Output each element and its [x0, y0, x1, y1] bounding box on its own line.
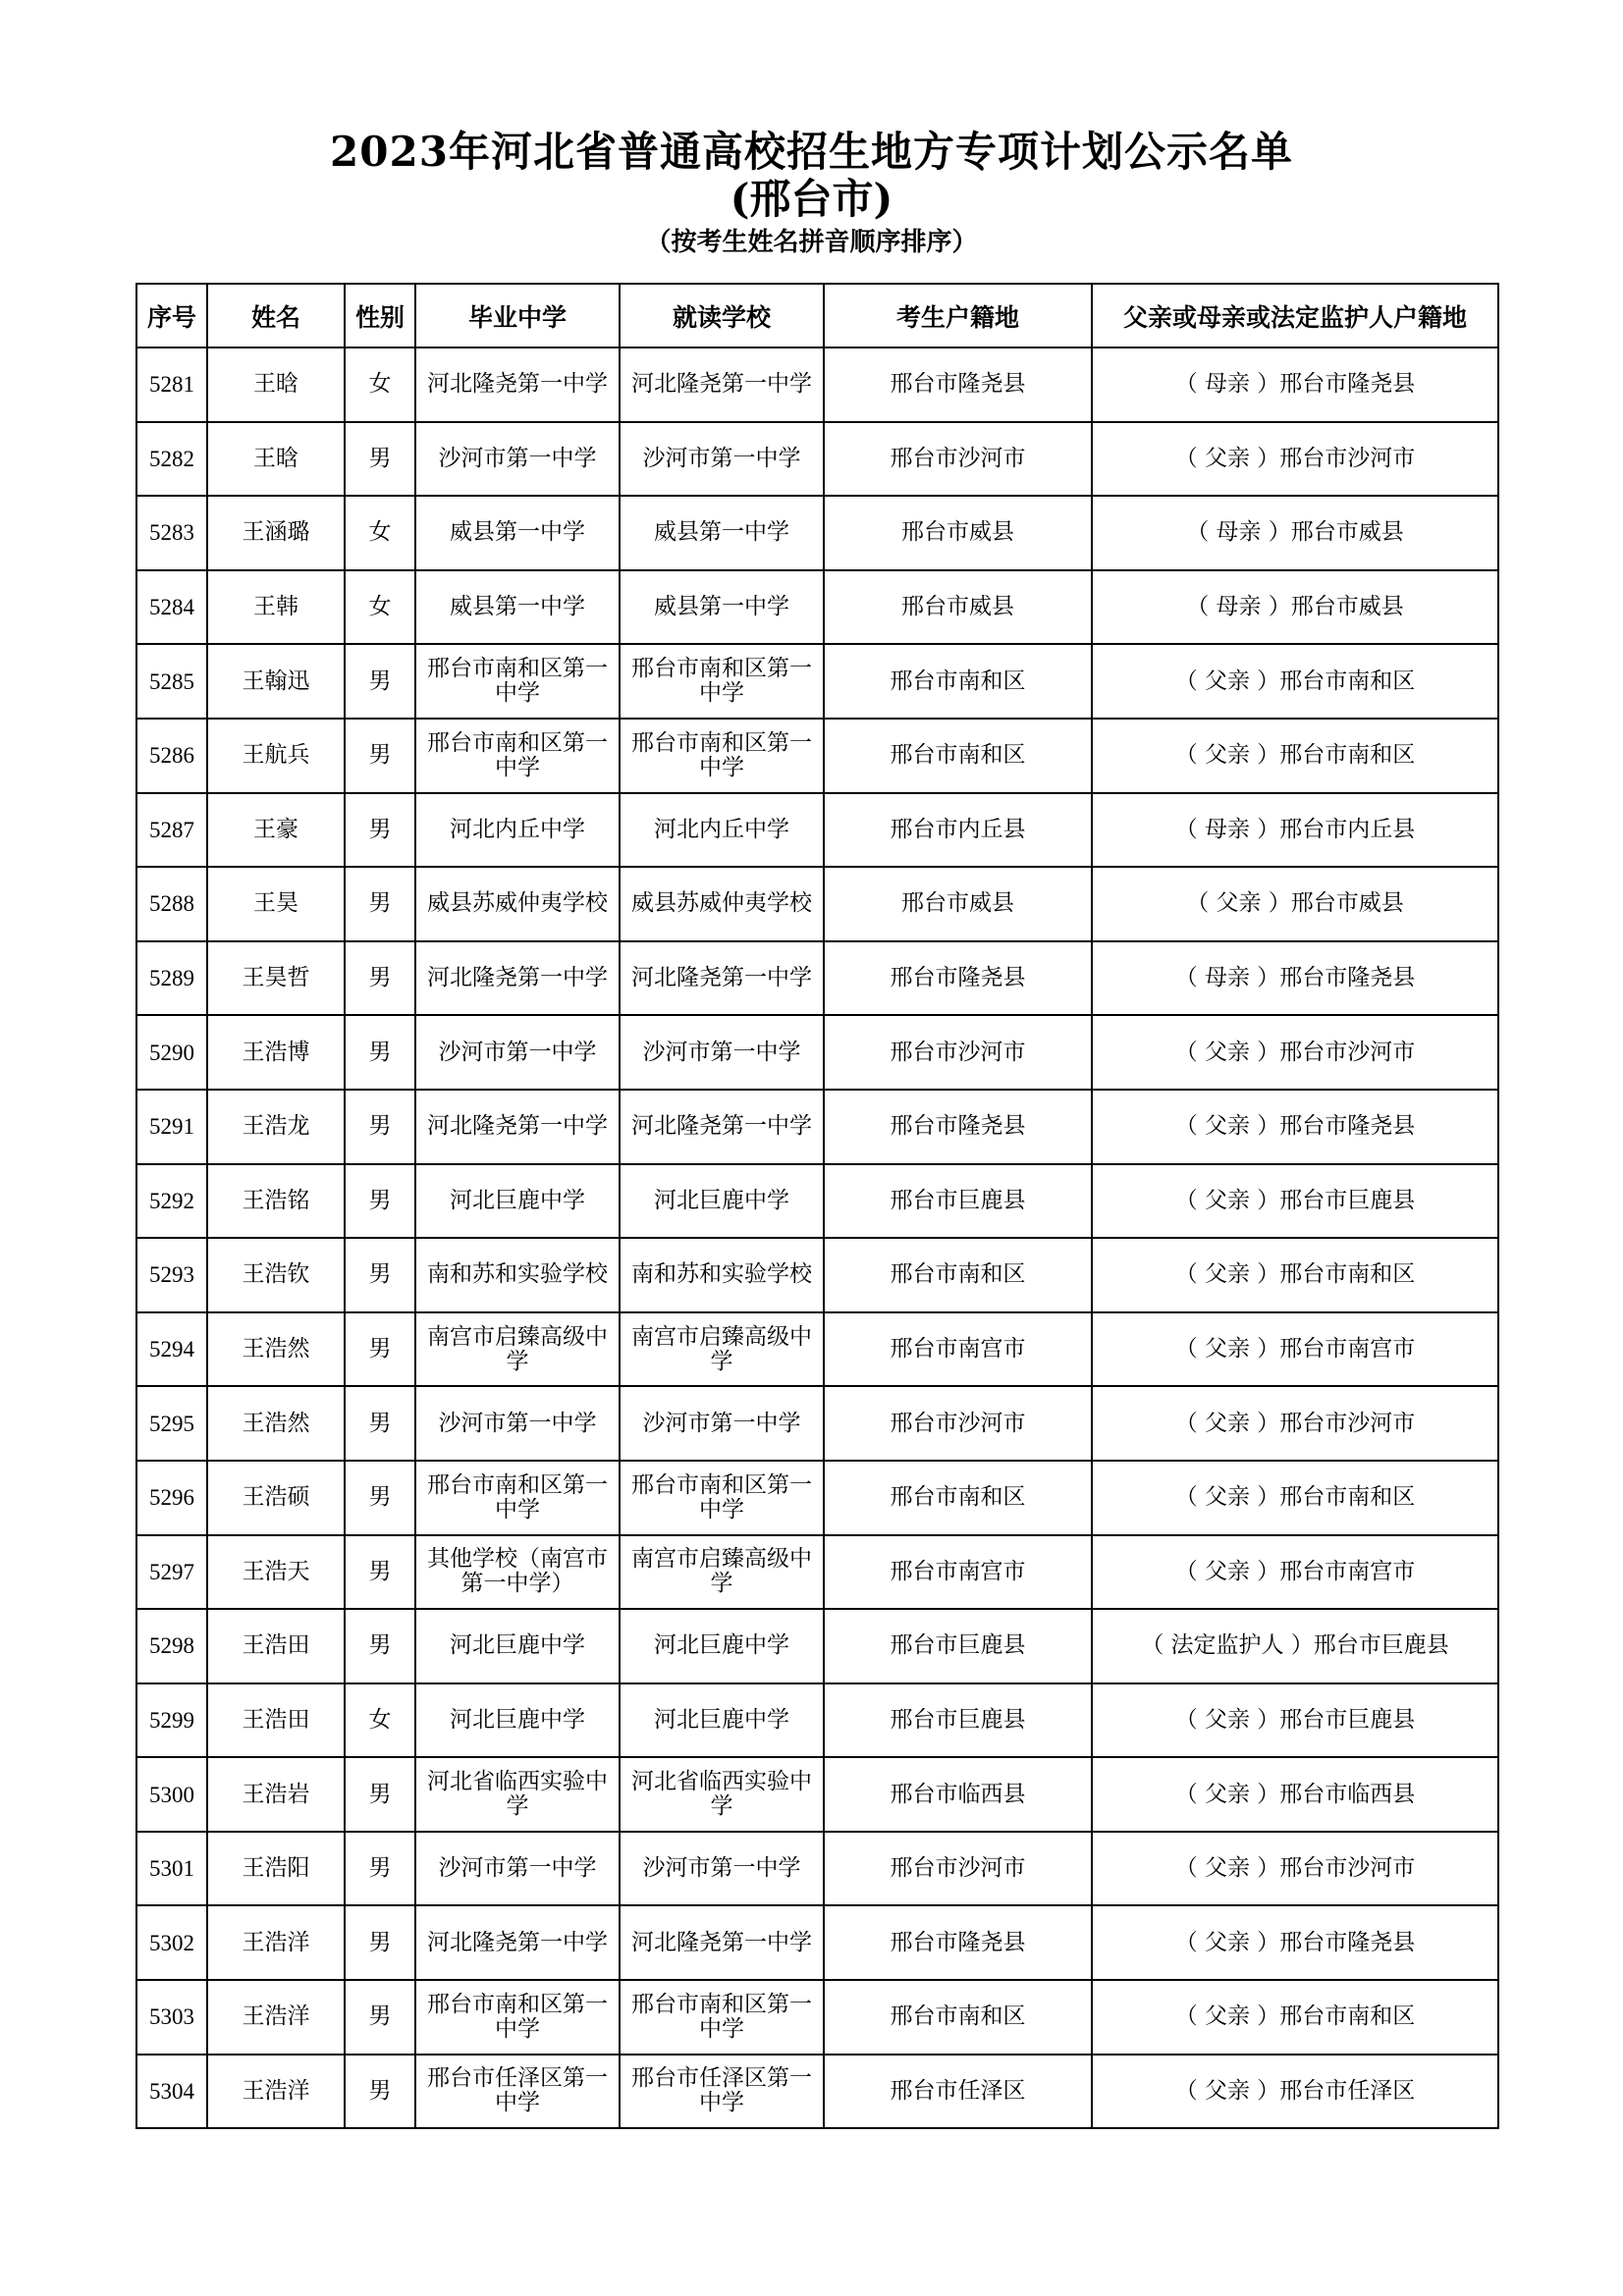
table-body — [136, 347, 1498, 2128]
cell-gender: 男 — [345, 1090, 415, 1164]
cell-current-school: 南和苏和实验学校 — [620, 1238, 824, 1312]
cell-gender: 男 — [345, 1461, 415, 1535]
document-subtitle: （按考生姓名拼音顺序排序） — [645, 228, 978, 257]
cell-current-school: 邢台市南和区第一中学 — [620, 1980, 824, 2055]
cell-gender: 男 — [345, 1980, 415, 2055]
cell-graduated-school: 河北巨鹿中学 — [415, 1164, 620, 1239]
cell-name: 王浩硕 — [207, 1461, 345, 1535]
table-row — [136, 1015, 1498, 1090]
cell-gender: 女 — [345, 1683, 415, 1758]
cell-seq: 5296 — [136, 1461, 207, 1535]
cell-graduated-school: 邢台市南和区第一中学 — [415, 1980, 620, 2055]
cell-graduated-school: 河北隆尧第一中学 — [415, 941, 620, 1016]
table-row — [136, 422, 1498, 497]
cell-student-household: 邢台市任泽区 — [824, 2055, 1092, 2129]
cell-graduated-school: 沙河市第一中学 — [415, 422, 620, 497]
cell-current-school: 威县苏威仲夷学校 — [620, 867, 824, 941]
header-name: 姓名 — [207, 284, 345, 347]
cell-gender: 男 — [345, 1905, 415, 1980]
cell-graduated-school: 威县苏威仲夷学校 — [415, 867, 620, 941]
cell-parent-household: （ 法定监护人 ）邢台市巨鹿县 — [1092, 1609, 1498, 1683]
cell-parent-household: （ 父亲 ）邢台市沙河市 — [1092, 1386, 1498, 1461]
cell-student-household: 邢台市巨鹿县 — [824, 1164, 1092, 1239]
cell-current-school: 河北隆尧第一中学 — [620, 347, 824, 422]
cell-graduated-school: 威县第一中学 — [415, 570, 620, 645]
cell-parent-household: （ 母亲 ）邢台市隆尧县 — [1092, 941, 1498, 1016]
cell-parent-household: （ 父亲 ）邢台市威县 — [1092, 867, 1498, 941]
table-row — [136, 941, 1498, 1016]
cell-seq: 5285 — [136, 644, 207, 719]
cell-parent-household: （ 母亲 ）邢台市隆尧县 — [1092, 347, 1498, 422]
cell-name: 王浩天 — [207, 1535, 345, 1610]
cell-graduated-school: 沙河市第一中学 — [415, 1832, 620, 1906]
cell-gender: 男 — [345, 1312, 415, 1387]
table-row — [136, 793, 1498, 868]
cell-seq: 5292 — [136, 1164, 207, 1239]
header-seq: 序号 — [136, 284, 207, 347]
cell-current-school: 邢台市任泽区第一中学 — [620, 2055, 824, 2129]
cell-seq: 5283 — [136, 496, 207, 570]
cell-seq: 5289 — [136, 941, 207, 1016]
cell-parent-household: （ 父亲 ）邢台市南和区 — [1092, 1461, 1498, 1535]
cell-name: 王浩洋 — [207, 2055, 345, 2129]
cell-parent-household: （ 父亲 ）邢台市巨鹿县 — [1092, 1164, 1498, 1239]
cell-parent-household: （ 父亲 ）邢台市沙河市 — [1092, 1015, 1498, 1090]
table-row — [136, 719, 1498, 793]
cell-current-school: 南宫市启臻高级中学 — [620, 1312, 824, 1387]
table-row — [136, 1757, 1498, 1832]
cell-student-household: 邢台市威县 — [824, 496, 1092, 570]
table-row — [136, 570, 1498, 645]
cell-graduated-school: 河北巨鹿中学 — [415, 1609, 620, 1683]
cell-gender: 男 — [345, 1164, 415, 1239]
header-current-school: 就读学校 — [620, 284, 824, 347]
cell-current-school: 南宫市启臻高级中学 — [620, 1535, 824, 1610]
cell-graduated-school: 南宫市启臻高级中学 — [415, 1312, 620, 1387]
cell-name: 王韩 — [207, 570, 345, 645]
table-row — [136, 1683, 1498, 1758]
table-row — [136, 1090, 1498, 1164]
cell-graduated-school: 邢台市南和区第一中学 — [415, 1461, 620, 1535]
cell-student-household: 邢台市隆尧县 — [824, 1905, 1092, 1980]
cell-name: 王翰迅 — [207, 644, 345, 719]
roster-table — [135, 283, 1499, 2129]
cell-gender: 男 — [345, 2055, 415, 2129]
cell-seq: 5286 — [136, 719, 207, 793]
cell-parent-household: （ 父亲 ）邢台市沙河市 — [1092, 422, 1498, 497]
cell-name: 王浩阳 — [207, 1832, 345, 1906]
cell-gender: 男 — [345, 941, 415, 1016]
cell-gender: 男 — [345, 1386, 415, 1461]
cell-gender: 男 — [345, 422, 415, 497]
cell-seq: 5300 — [136, 1757, 207, 1832]
cell-parent-household: （ 父亲 ）邢台市南宫市 — [1092, 1535, 1498, 1610]
cell-parent-household: （ 母亲 ）邢台市威县 — [1092, 570, 1498, 645]
document-title: 2023年河北省普通高校招生地方专项计划公示名单 — [330, 128, 1293, 176]
cell-seq: 5288 — [136, 867, 207, 941]
cell-name: 王豪 — [207, 793, 345, 868]
cell-graduated-school: 南和苏和实验学校 — [415, 1238, 620, 1312]
cell-name: 王浩洋 — [207, 1980, 345, 2055]
cell-seq: 5291 — [136, 1090, 207, 1164]
cell-gender: 女 — [345, 347, 415, 422]
cell-gender: 女 — [345, 570, 415, 645]
cell-parent-household: （ 父亲 ）邢台市隆尧县 — [1092, 1090, 1498, 1164]
cell-current-school: 河北隆尧第一中学 — [620, 941, 824, 1016]
cell-gender: 男 — [345, 1238, 415, 1312]
cell-name: 王浩然 — [207, 1312, 345, 1387]
cell-current-school: 河北巨鹿中学 — [620, 1164, 824, 1239]
cell-current-school: 威县第一中学 — [620, 570, 824, 645]
cell-gender: 男 — [345, 1015, 415, 1090]
cell-name: 王浩然 — [207, 1386, 345, 1461]
cell-name: 王昊哲 — [207, 941, 345, 1016]
cell-student-household: 邢台市南和区 — [824, 1238, 1092, 1312]
cell-current-school: 河北内丘中学 — [620, 793, 824, 868]
table-row — [136, 1832, 1498, 1906]
cell-parent-household: （ 父亲 ）邢台市沙河市 — [1092, 1832, 1498, 1906]
cell-gender: 男 — [345, 644, 415, 719]
cell-graduated-school: 河北内丘中学 — [415, 793, 620, 868]
cell-name: 王浩洋 — [207, 1905, 345, 1980]
cell-graduated-school: 邢台市任泽区第一中学 — [415, 2055, 620, 2129]
document-region: (邢台市) — [730, 175, 893, 223]
cell-parent-household: （ 父亲 ）邢台市巨鹿县 — [1092, 1683, 1498, 1758]
table-header-row — [136, 284, 1498, 347]
header-student-household: 考生户籍地 — [824, 284, 1092, 347]
cell-seq: 5287 — [136, 793, 207, 868]
cell-seq: 5294 — [136, 1312, 207, 1387]
table-row — [136, 1905, 1498, 1980]
cell-name: 王浩龙 — [207, 1090, 345, 1164]
cell-graduated-school: 邢台市南和区第一中学 — [415, 719, 620, 793]
cell-student-household: 邢台市南宫市 — [824, 1312, 1092, 1387]
cell-name: 王晗 — [207, 422, 345, 497]
table-row — [136, 867, 1498, 941]
cell-current-school: 邢台市南和区第一中学 — [620, 719, 824, 793]
cell-graduated-school: 河北隆尧第一中学 — [415, 1905, 620, 1980]
cell-parent-household: （ 父亲 ）邢台市南和区 — [1092, 719, 1498, 793]
cell-name: 王浩田 — [207, 1683, 345, 1758]
header-graduated-school: 毕业中学 — [415, 284, 620, 347]
cell-seq: 5282 — [136, 422, 207, 497]
cell-name: 王浩钦 — [207, 1238, 345, 1312]
cell-graduated-school: 邢台市南和区第一中学 — [415, 644, 620, 719]
cell-parent-household: （ 父亲 ）邢台市临西县 — [1092, 1757, 1498, 1832]
table-row — [136, 496, 1498, 570]
cell-parent-household: （ 母亲 ）邢台市内丘县 — [1092, 793, 1498, 868]
cell-current-school: 沙河市第一中学 — [620, 422, 824, 497]
cell-seq: 5297 — [136, 1535, 207, 1610]
cell-seq: 5301 — [136, 1832, 207, 1906]
cell-seq: 5302 — [136, 1905, 207, 1980]
cell-gender: 男 — [345, 867, 415, 941]
cell-student-household: 邢台市隆尧县 — [824, 347, 1092, 422]
cell-parent-household: （ 母亲 ）邢台市威县 — [1092, 496, 1498, 570]
table-row — [136, 644, 1498, 719]
cell-gender: 男 — [345, 1609, 415, 1683]
cell-name: 王涵璐 — [207, 496, 345, 570]
cell-graduated-school: 河北隆尧第一中学 — [415, 347, 620, 422]
cell-current-school: 河北省临西实验中学 — [620, 1757, 824, 1832]
cell-student-household: 邢台市南宫市 — [824, 1535, 1092, 1610]
cell-current-school: 河北巨鹿中学 — [620, 1609, 824, 1683]
cell-name: 王晗 — [207, 347, 345, 422]
cell-current-school: 河北巨鹿中学 — [620, 1683, 824, 1758]
table-row — [136, 1238, 1498, 1312]
cell-seq: 5290 — [136, 1015, 207, 1090]
cell-student-household: 邢台市沙河市 — [824, 422, 1092, 497]
cell-graduated-school: 河北巨鹿中学 — [415, 1683, 620, 1758]
cell-student-household: 邢台市内丘县 — [824, 793, 1092, 868]
table-row — [136, 1386, 1498, 1461]
cell-parent-household: （ 父亲 ）邢台市任泽区 — [1092, 2055, 1498, 2129]
table-row — [136, 1164, 1498, 1239]
table-row — [136, 1609, 1498, 1683]
table-row — [136, 1461, 1498, 1535]
cell-gender: 男 — [345, 1535, 415, 1610]
table-row — [136, 1980, 1498, 2055]
cell-graduated-school: 河北隆尧第一中学 — [415, 1090, 620, 1164]
cell-gender: 男 — [345, 793, 415, 868]
cell-name: 王浩铭 — [207, 1164, 345, 1239]
cell-name: 王昊 — [207, 867, 345, 941]
cell-current-school: 河北隆尧第一中学 — [620, 1905, 824, 1980]
cell-gender: 男 — [345, 1832, 415, 1906]
cell-current-school: 沙河市第一中学 — [620, 1386, 824, 1461]
header-gender: 性别 — [345, 284, 415, 347]
cell-gender: 男 — [345, 1757, 415, 1832]
cell-name: 王航兵 — [207, 719, 345, 793]
cell-student-household: 邢台市隆尧县 — [824, 941, 1092, 1016]
table-row — [136, 2055, 1498, 2129]
cell-student-household: 邢台市南和区 — [824, 1980, 1092, 2055]
table-row — [136, 1312, 1498, 1387]
cell-name: 王浩岩 — [207, 1757, 345, 1832]
cell-current-school: 邢台市南和区第一中学 — [620, 1461, 824, 1535]
cell-student-household: 邢台市隆尧县 — [824, 1090, 1092, 1164]
table-row — [136, 1535, 1498, 1610]
cell-seq: 5304 — [136, 2055, 207, 2129]
cell-student-household: 邢台市沙河市 — [824, 1015, 1092, 1090]
header-parent-household: 父亲或母亲或法定监护人户籍地 — [1092, 284, 1498, 347]
cell-student-household: 邢台市巨鹿县 — [824, 1683, 1092, 1758]
cell-gender: 女 — [345, 496, 415, 570]
cell-student-household: 邢台市威县 — [824, 570, 1092, 645]
cell-parent-household: （ 父亲 ）邢台市南和区 — [1092, 1238, 1498, 1312]
cell-parent-household: （ 父亲 ）邢台市南宫市 — [1092, 1312, 1498, 1387]
cell-graduated-school: 河北省临西实验中学 — [415, 1757, 620, 1832]
cell-student-household: 邢台市南和区 — [824, 644, 1092, 719]
cell-seq: 5293 — [136, 1238, 207, 1312]
cell-student-household: 邢台市巨鹿县 — [824, 1609, 1092, 1683]
cell-current-school: 邢台市南和区第一中学 — [620, 644, 824, 719]
cell-seq: 5303 — [136, 1980, 207, 2055]
cell-name: 王浩博 — [207, 1015, 345, 1090]
cell-current-school: 沙河市第一中学 — [620, 1832, 824, 1906]
cell-current-school: 沙河市第一中学 — [620, 1015, 824, 1090]
cell-student-household: 邢台市临西县 — [824, 1757, 1092, 1832]
cell-seq: 5295 — [136, 1386, 207, 1461]
cell-current-school: 威县第一中学 — [620, 496, 824, 570]
table-row — [136, 347, 1498, 422]
cell-seq: 5281 — [136, 347, 207, 422]
cell-student-household: 邢台市沙河市 — [824, 1386, 1092, 1461]
cell-student-household: 邢台市威县 — [824, 867, 1092, 941]
cell-seq: 5284 — [136, 570, 207, 645]
cell-seq: 5299 — [136, 1683, 207, 1758]
cell-current-school: 河北隆尧第一中学 — [620, 1090, 824, 1164]
cell-parent-household: （ 父亲 ）邢台市南和区 — [1092, 644, 1498, 719]
cell-student-household: 邢台市沙河市 — [824, 1832, 1092, 1906]
cell-student-household: 邢台市南和区 — [824, 719, 1092, 793]
cell-graduated-school: 沙河市第一中学 — [415, 1015, 620, 1090]
cell-graduated-school: 其他学校（南宫市第一中学） — [415, 1535, 620, 1610]
cell-parent-household: （ 父亲 ）邢台市隆尧县 — [1092, 1905, 1498, 1980]
cell-student-household: 邢台市南和区 — [824, 1461, 1092, 1535]
cell-name: 王浩田 — [207, 1609, 345, 1683]
cell-graduated-school: 威县第一中学 — [415, 496, 620, 570]
cell-parent-household: （ 父亲 ）邢台市南和区 — [1092, 1980, 1498, 2055]
cell-seq: 5298 — [136, 1609, 207, 1683]
cell-graduated-school: 沙河市第一中学 — [415, 1386, 620, 1461]
cell-gender: 男 — [345, 719, 415, 793]
